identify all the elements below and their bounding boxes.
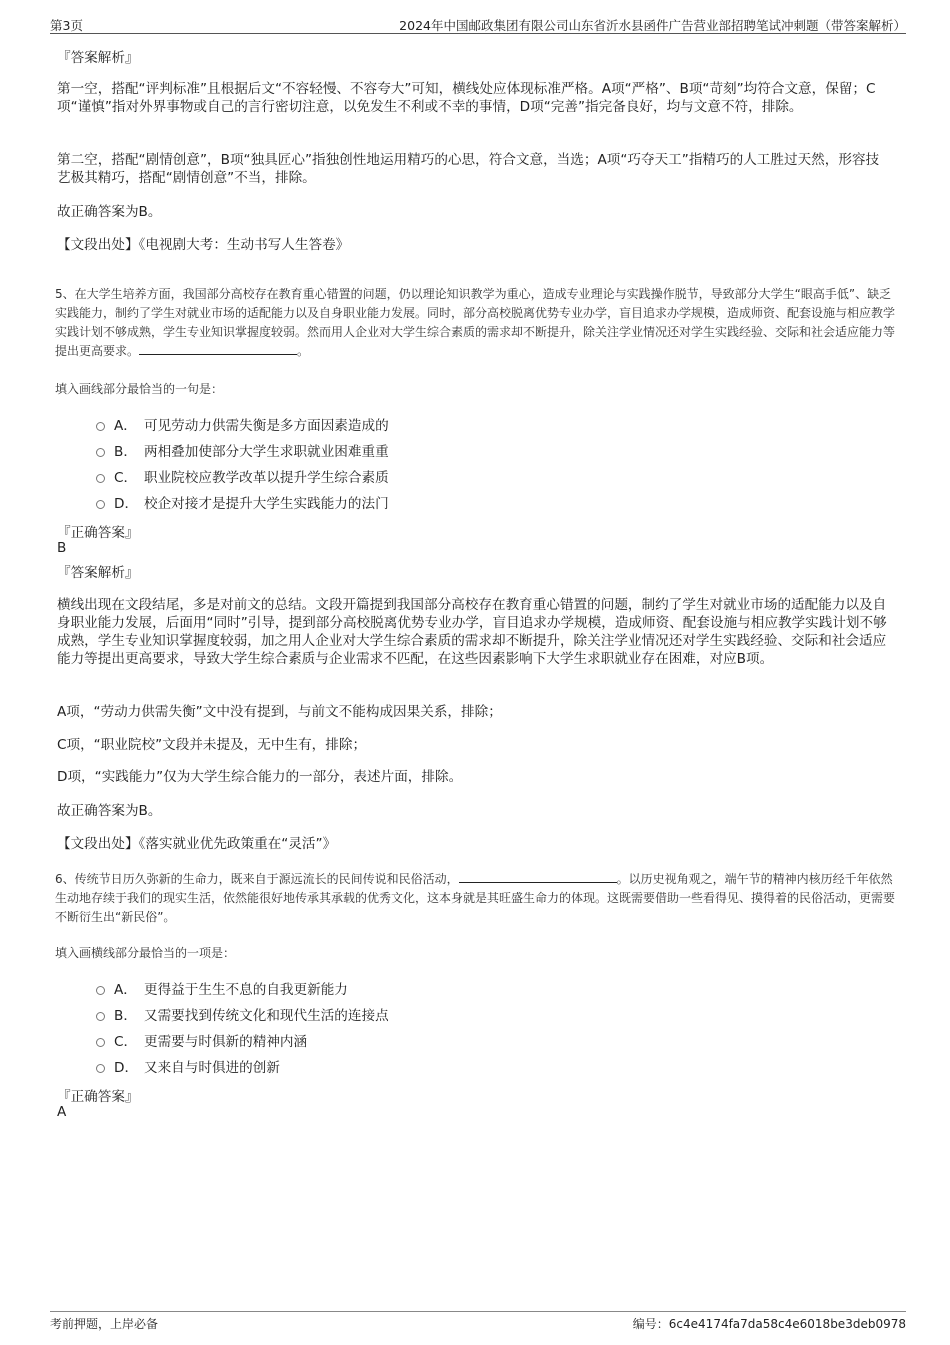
q6-stem-end: 。以历史视角观之，端午节的精神内核历经千年依然生动地存续于我们的现实生活，依然能很好地传承其承载的优秀文化，这本身就是其旺盛生命力的体现。这既需要借助一些看得见、摸得着的民俗活动，更需要不断衍生出“新民俗”。 (55, 872, 896, 924)
radio-icon[interactable] (96, 1038, 105, 1047)
footer-serial-number: 编号：6c4e4174fa7da58c4e6018be3deb0978 (632, 1317, 906, 1331)
q5-correct-answer: B (57, 540, 67, 556)
q5-prompt: 填入画线部分最恰当的一句是： (55, 382, 224, 396)
q4-analysis-para2: 第二空，搭配“剧情创意”，B项“独具匠心”指独创性地运用精巧的心思，符合文意，当选；A项“巧夺天工”指精巧的人工胜过天然，形容技艺极其精巧，搭配“剧情创意”不当，排除。 (57, 152, 880, 186)
q5-source: 【文段出处】《落实就业优先政策重在“灵活”》 (57, 836, 337, 852)
q5-analysis-para3: C项，“职业院校”文段并未提及，无中生有，排除； (57, 737, 367, 753)
q5-option-b[interactable]: B． 两相叠加使部分大学生求职就业困难重重 (96, 437, 389, 463)
q6-option-d[interactable]: D． 又来自与时俱进的创新 (96, 1053, 389, 1079)
radio-icon[interactable] (96, 500, 105, 509)
q5-stem (55, 285, 897, 361)
page-header (50, 13, 906, 34)
q5-analysis-para2: A项，“劳动力供需失衡”文中没有提到，与前文不能构成因果关系，排除； (57, 704, 502, 720)
footer-slogan: 考前押题，上岸必备 (50, 1317, 159, 1331)
q5-analysis-para4: D项，“实践能力”仅为大学生综合能力的一部分，表述片面，排除。 (57, 769, 463, 785)
q6-option-a[interactable]: A． 更得益于生生不息的自我更新能力 (96, 975, 389, 1001)
page-footer (50, 1311, 906, 1331)
radio-icon[interactable] (96, 986, 105, 995)
q5-option-c[interactable]: C． 职业院校应教学改革以提升学生综合素质 (96, 463, 389, 489)
page-number: 第3页 (50, 18, 83, 33)
radio-icon[interactable] (96, 474, 105, 483)
radio-icon[interactable] (96, 1064, 105, 1073)
document-title: 2024年中国邮政集团有限公司山东省沂水县函件广告营业部招聘笔试冲刺题（带答案解析） (399, 18, 906, 33)
q6-options (96, 975, 389, 1079)
q6-stem (55, 870, 897, 927)
q6-correct-label: 『正确答案』 (57, 1089, 139, 1105)
q5-analysis-para1: 横线出现在文段结尾，多是对前文的总结。文段开篇提到我国部分高校存在教育重心错置的问题，制约了学生对就业市场的适配能力以及自身职业能力发展，后面用“同时”引导，提到部分高校脱离优势专业办学，盲目追求办学规模，造成师资、配套设施与相应教学实践计划不够成熟，学生专业知识掌握度较弱，加之用人企业对大学生综合素质的需求却不断提升，除关注学业情况还对学生实践经验、交际和社会适应能力等提出更高要求，导致大学生综合素质与企业需求不匹配，在这些因素影响下大学生求职就业存在困难，对应B项。 (57, 597, 887, 667)
q6-blank (459, 870, 617, 883)
radio-icon[interactable] (96, 422, 105, 431)
q5-stem-end: 。 (297, 344, 310, 358)
q6-correct-answer: A (57, 1104, 67, 1120)
q5-option-d[interactable]: D． 校企对接才是提升大学生实践能力的法门 (96, 489, 389, 515)
q6-stem-text: 6、传统节日历久弥新的生命力，既来自于源远流长的民间传说和民俗活动， (55, 872, 459, 886)
radio-icon[interactable] (96, 448, 105, 457)
q5-conclusion: 故正确答案为B。 (57, 803, 162, 819)
radio-icon[interactable] (96, 1012, 105, 1021)
q5-correct-label: 『正确答案』 (57, 525, 139, 541)
q6-option-b[interactable]: B． 又需要找到传统文化和现代生活的连接点 (96, 1001, 389, 1027)
q6-prompt: 填入画横线部分最恰当的一项是： (55, 946, 236, 960)
q5-options (96, 411, 389, 515)
q5-stem-text: 5、在大学生培养方面，我国部分高校存在教育重心错置的问题，仍以理论知识教学为重心，造成专业理论与实践操作脱节，导致部分大学生“眼高手低”、缺乏实践能力，制约了学生对就业市场的适配能力以及自身职业能力发展。同时，部分高校脱离优势专业办学，盲目追求办学规模，造成师资、配套设施与相应教学实践计划不够成熟，学生专业知识掌握度较弱。然而用人企业对大学生综合素质的需求却不断提升，除关注学业情况还对学生实践经验、交际和社会适应能力等提出更高要求。 (55, 287, 896, 358)
q6-option-c[interactable]: C． 更需要与时俱新的精神内涵 (96, 1027, 389, 1053)
q4-source: 【文段出处】《电视剧大考：生动书写人生答卷》 (57, 237, 350, 253)
q4-conclusion: 故正确答案为B。 (57, 204, 162, 220)
q5-blank (139, 342, 297, 355)
q5-option-a[interactable]: A． 可见劳动力供需失衡是多方面因素造成的 (96, 411, 389, 437)
q5-analysis-label: 『答案解析』 (57, 565, 139, 581)
q4-analysis-label: 『答案解析』 (57, 50, 139, 66)
q4-analysis-para1: 第一空，搭配“评判标准”且根据后文“不容轻慢、不容夸大”可知，横线处应体现标准严格。A项“严格”、B项“苛刻”均符合文意，保留；C项“谨慎”指对外界事物或自己的言行密切注意，以免发生不利或不幸的事情，D项“完善”指完备良好，均与文意不符，排除。 (57, 81, 876, 115)
